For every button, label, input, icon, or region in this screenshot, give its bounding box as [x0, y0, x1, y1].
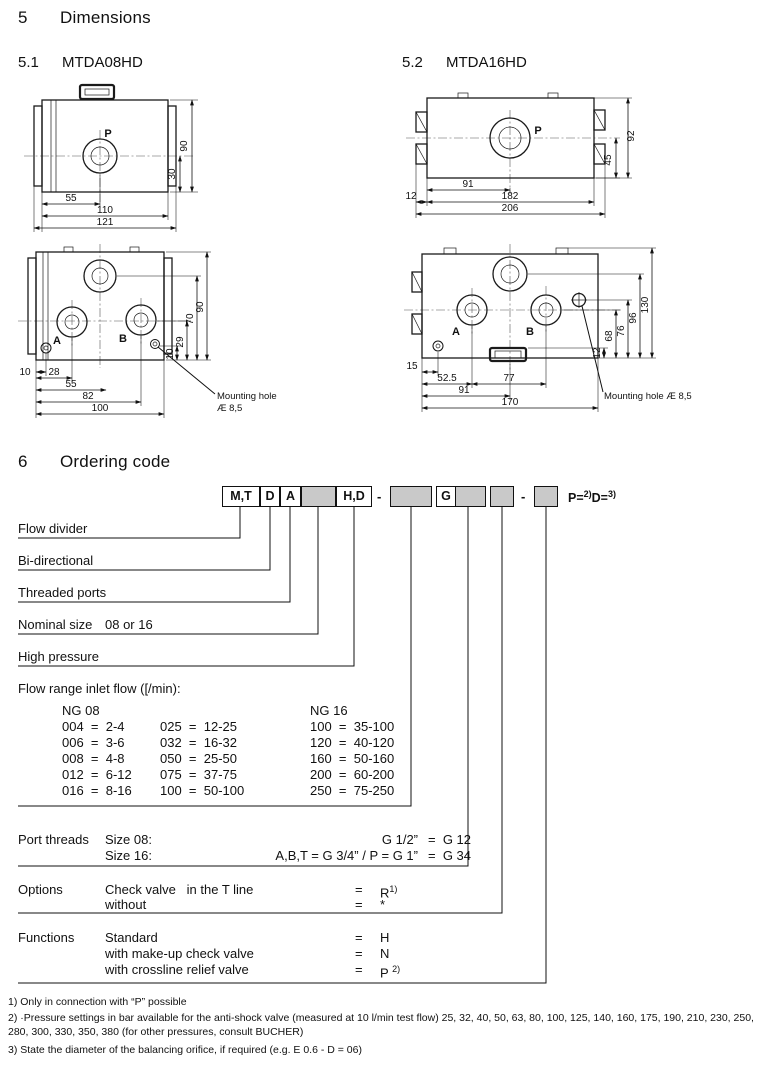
dimension-76: 76 — [616, 325, 627, 337]
mounting-hole — [433, 341, 443, 351]
functions-standard-text: Standard — [105, 930, 158, 945]
section5-title: Dimensions — [60, 8, 151, 27]
dimension-92: 92 — [626, 130, 637, 142]
drawing-mtda08hd-top-view — [22, 80, 237, 238]
dimension-206: 206 — [501, 203, 519, 214]
flow-entry: 100 = 35-100 — [310, 719, 395, 734]
footnote-3: 3) State the diameter of the balancing orifice, if required (e.g. E 0.6 - D = 06) — [8, 1044, 362, 1056]
dimension-10: 10 — [165, 348, 176, 360]
functions-makeup-eq: = — [355, 946, 363, 961]
code-suffix — [568, 489, 616, 505]
dimension-68: 68 — [604, 330, 615, 342]
port-p-label: P — [104, 128, 112, 140]
flow-entry: 050 = 25-50 — [160, 751, 237, 766]
suffix-p-footref: 2) — [583, 489, 592, 499]
port-a-label: A — [53, 335, 61, 347]
footnote-1: 1) Only in connection with “P” possible — [8, 996, 187, 1008]
flow-ng08-header: NG 08 — [62, 703, 100, 718]
suffix-p: P= — [568, 491, 584, 506]
dimension-70: 70 — [185, 313, 196, 325]
flow-entry: 200 = 60-200 — [310, 767, 395, 782]
mounting-hole — [41, 343, 51, 353]
functions-standard-code: H — [380, 930, 390, 945]
functions-p-value: P — [380, 965, 389, 981]
flow-ng16-header: NG 16 — [310, 703, 348, 718]
label-bidirectional: Bi-directional — [18, 553, 94, 568]
port-threads-size16: Size 16: — [105, 848, 152, 863]
dimension-29: 29 — [175, 336, 186, 348]
port-threads-g34-thread: A,B,T = G 3/4” / P = G 1” — [275, 848, 418, 863]
options-check-valve-eq: = — [355, 882, 363, 897]
functions-crossline-code — [380, 962, 400, 980]
suffix-d: D= — [591, 491, 608, 506]
section52-title: MTDA16HD — [446, 54, 527, 71]
dimension-130: 130 — [640, 296, 651, 314]
dimension-91: 91 — [462, 179, 474, 190]
dimension-77: 77 — [503, 373, 515, 384]
dimension-55: 55 — [65, 379, 77, 390]
flow-entry: 006 = 3-6 — [62, 735, 125, 750]
port-b-label: B — [119, 333, 127, 345]
dimension-90: 90 — [179, 140, 190, 152]
label-options: Options — [18, 882, 63, 897]
dimension-82: 82 — [82, 391, 94, 402]
dimension-90: 90 — [195, 301, 206, 313]
flow-entry: 016 = 8-16 — [62, 783, 132, 798]
dimension-28: 28 — [48, 367, 60, 378]
options-without-eq: = — [355, 897, 363, 912]
dimension-12: 12 — [592, 347, 603, 359]
port-p-label: P — [534, 125, 542, 137]
functions-crossline-text: with crossline relief valve — [105, 962, 249, 977]
port-threads-g34-code: = G 34 — [428, 848, 471, 863]
port-threads-g12-thread: G 1/2” — [381, 832, 418, 847]
code-box-flow-range — [390, 486, 432, 507]
label-functions: Functions — [18, 930, 75, 945]
mounting-hole-note: Mounting hole — [217, 391, 277, 402]
section52-number: 5.2 — [402, 54, 423, 71]
dimension-30: 30 — [167, 168, 178, 180]
code-box-high-pressure: H,D — [336, 486, 372, 507]
options-check-valve-text: Check valve in the T line — [105, 882, 254, 897]
drawing-mtda08hd-bottom-view — [12, 242, 302, 442]
code-box-options — [490, 486, 514, 507]
label-flow-range: Flow range inlet flow ([/min): — [18, 681, 181, 696]
options-r-footref: 1) — [389, 884, 398, 894]
section6-number: 6 — [18, 452, 28, 471]
label-nominal-size-values: 08 or 16 — [105, 617, 153, 632]
drawing-mtda16hd-bottom-view — [400, 242, 700, 442]
flow-entry: 160 = 50-160 — [310, 751, 395, 766]
port-threads-g12-code: = G 12 — [428, 832, 471, 847]
flow-entry: 075 = 37-75 — [160, 767, 237, 782]
section51-title: MTDA08HD — [62, 54, 143, 71]
flow-entry: 100 = 50-100 — [160, 783, 245, 798]
dimension-96: 96 — [628, 312, 639, 324]
functions-standard-eq: = — [355, 930, 363, 945]
dimension-12: 12 — [405, 191, 417, 202]
section51-number: 5.1 — [18, 54, 39, 71]
label-port-threads: Port threads — [18, 832, 89, 847]
options-without-text: without — [105, 897, 147, 912]
options-r-value: R — [380, 885, 390, 901]
code-box-type: M,T — [222, 486, 260, 507]
dimension-100: 100 — [91, 403, 109, 414]
flow-entry: 025 = 12-25 — [160, 719, 237, 734]
code-box-port-thread-g: G — [436, 486, 456, 507]
dimension-91: 91 — [458, 385, 470, 396]
port-a-label: A — [452, 326, 460, 338]
dimension-110: 110 — [97, 205, 113, 216]
label-threaded-ports: Threaded ports — [18, 585, 107, 600]
footnote-2: 2) ·Pressure settings in bar available for the anti-shock valve (measured at 10 l/min test flow) 25, 32, 40, 50, 63, 80, 100, 125, 140, 160, 175, 190, 210, 230, 250, 280, 300, 330, 350, 380 (for other pressures, consult BUCHER) — [8, 1012, 754, 1038]
section5-number: 5 — [18, 8, 28, 27]
label-high-pressure: High pressure — [18, 649, 99, 664]
port-threads-size08: Size 08: — [105, 832, 152, 847]
code-box-nominal-size — [301, 486, 336, 507]
drawing-mtda16hd-top-view — [402, 80, 652, 232]
flow-entry: 004 = 2-4 — [62, 719, 125, 734]
flow-entry: 032 = 16-32 — [160, 735, 237, 750]
dimension-121: 121 — [96, 217, 114, 228]
functions-crossline-eq: = — [355, 962, 363, 977]
code-dash: - — [377, 489, 382, 504]
flow-entry: 120 = 40-120 — [310, 735, 395, 750]
section6-title: Ordering code — [60, 452, 171, 471]
mounting-hole-size: Æ 8,5 — [217, 403, 243, 414]
dimension-15: 15 — [406, 361, 418, 372]
functions-p-footref: 2) — [392, 964, 401, 974]
flow-entry: 008 = 4-8 — [62, 751, 125, 766]
dimension-182: 182 — [501, 191, 519, 202]
label-nominal-size: Nominal size — [18, 617, 93, 632]
nameplate — [490, 348, 526, 361]
functions-makeup-code: N — [380, 946, 390, 961]
dimension-45: 45 — [603, 154, 614, 166]
code-box-bidirectional: D — [260, 486, 280, 507]
code-box-functions — [534, 486, 558, 507]
code-box-threaded-ports: A — [280, 486, 301, 507]
port-b-label: B — [526, 326, 534, 338]
code-box-port-thread-size — [455, 486, 486, 507]
suffix-d-footref: 3) — [607, 489, 616, 499]
functions-makeup-text: with make-up check valve — [105, 946, 254, 961]
options-without-code: * — [380, 897, 386, 912]
dimension-55: 55 — [65, 193, 77, 204]
dimension-170: 170 — [501, 397, 519, 408]
dimension-10: 10 — [19, 367, 31, 378]
label-flow-divider: Flow divider — [18, 521, 88, 536]
dimension-52-5: 52.5 — [437, 373, 457, 384]
mounting-hole-note: Mounting hole Æ 8,5 — [604, 391, 692, 402]
code-dash: - — [521, 489, 526, 504]
flow-entry: 012 = 6-12 — [62, 767, 132, 782]
flow-entry: 250 = 75-250 — [310, 783, 395, 798]
